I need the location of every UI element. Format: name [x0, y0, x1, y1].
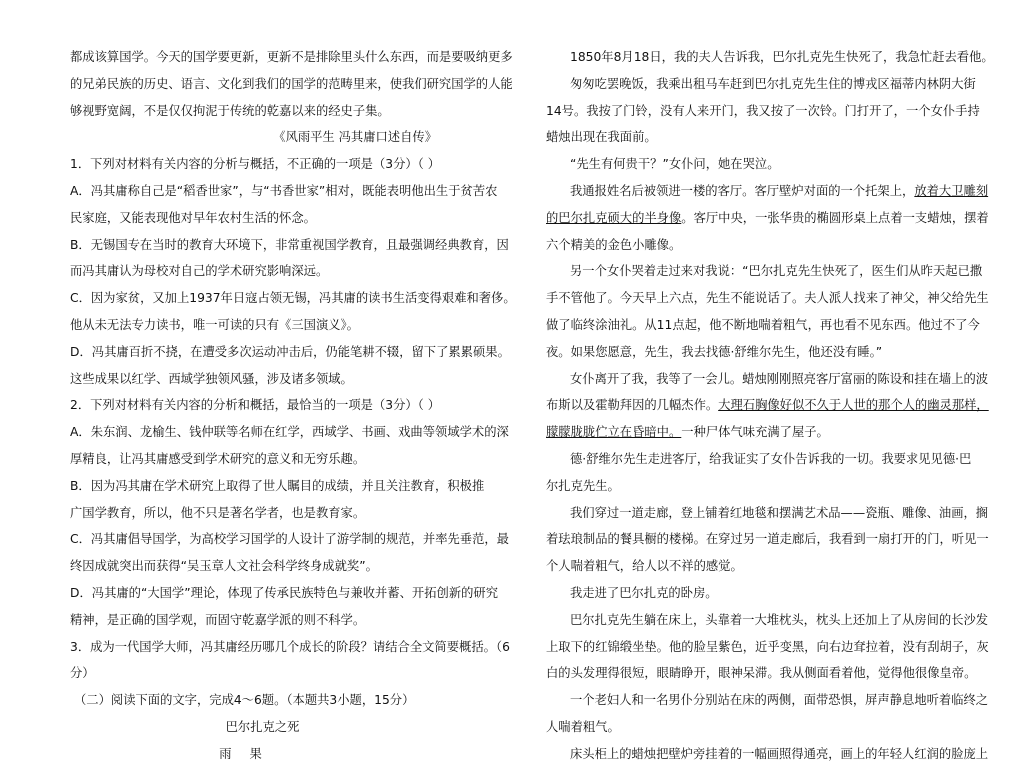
q1-option-b-cont: 而冯其庸认为母校对自己的学术研究影响深远。 — [70, 264, 329, 279]
underlined-text: 的巴尔扎克硕大的半身像 — [546, 210, 682, 225]
paragraph-line: 一个老妇人和一名男仆分别站在床的两侧，面带恐惧，屏声静息地听着临终之 — [570, 693, 989, 708]
section-heading: （二）阅读下面的文字，完成4～6题。（本题共3小题，15分） — [74, 693, 415, 708]
text-run: 布斯以及霍勒拜因的几幅杰作。 — [546, 398, 719, 413]
underlined-text: 朦朦胧胧伫立在昏暗中。 — [546, 425, 682, 440]
text-line: 的兄弟民族的历史、语言、文化到我们的国学的范畴里来，使我们研究国学的人能 — [70, 76, 513, 91]
paragraph-line — [546, 205, 989, 232]
paragraph-line — [546, 392, 989, 419]
q1-option-c: C．因为家贫，又加上1937年日寇占领无锡，冯其庸的读书生活变得艰难和奢侈。 — [70, 291, 516, 306]
paragraph-line: 人喘着粗气。 — [546, 719, 620, 734]
story-author — [70, 741, 445, 768]
q2-option-d: D．冯其庸的“大国学”理论，体现了传承民族特色与兼收并蓄、开拓创新的研究 — [70, 585, 499, 600]
paragraph-line: 着珐琅制品的餐具橱的楼梯。在穿过另一道走廊后，我看到一扇打开的门，听见一 — [546, 532, 989, 547]
paragraph-line: 做了临终涂油礼。从11点起，他不断地喘着粗气，再也看不见东西。他过不了今 — [546, 317, 980, 332]
q2-option-b-cont: 广国学教育，所以，他不只是著名学者，也是教育家。 — [70, 505, 366, 520]
q2-option-d-cont: 精神，是正确的国学观，而固守乾嘉学派的则不科学。 — [70, 612, 366, 627]
q1-option-d-cont: 这些成果以红学、西域学独领风骚，涉及诸多领域。 — [70, 371, 353, 386]
paragraph-line: 另一个女仆哭着走过来对我说：“巴尔扎克先生快死了，医生们从昨天起已撒 — [570, 264, 983, 279]
paragraph-line: 蜡烛出现在我面前。 — [546, 130, 657, 145]
underlined-text: 大理石胸像好似不久于人世的那个人的幽灵那样， — [718, 398, 989, 413]
text-run: 。客厅中央，一张华贵的椭圆形桌上点着一支蜡烛，摆着 — [681, 210, 989, 225]
paragraph-line — [546, 178, 989, 205]
paragraph-line: “先生有何贵干？”女仆问，她在哭泣。 — [570, 157, 780, 172]
q2-option-b: B．因为冯其庸在学术研究上取得了世人瞩目的成绩，并且关注教育，积极推 — [70, 478, 485, 493]
paragraph-line: 巴尔扎克先生躺在床上，头靠着一大堆枕头，枕头上还加上了从房间的长沙发 — [570, 612, 989, 627]
q1-option-a: A．冯其庸称自己是“稻香世家”，与“书香世家”相对，既能表明他出生于贫苦农 — [70, 183, 498, 198]
author-char: 雨 — [219, 746, 232, 761]
paragraph-line: 床头柜上的蜡烛把壁炉旁挂着的一幅画照得通亮，画上的年轻人红润的脸庞上 — [570, 746, 989, 761]
question-2-stem: 2．下列对材料有关内容的分析和概括，最恰当的一项是（3分）（ ） — [70, 398, 441, 413]
paragraph-line: 14号。我按了门铃，没有人来开门，我又按了一次铃。门打开了，一个女仆手持 — [546, 103, 980, 118]
author-char: 果 — [249, 746, 262, 761]
text-line: 够视野宽阔，不是仅仅拘泥于传统的乾嘉以来的经史子集。 — [70, 103, 390, 118]
source-citation: 《风雨平生 冯其庸口述自传》 — [273, 130, 437, 145]
question-3-cont: 分） — [70, 666, 95, 681]
paragraph-line: 六个精美的金色小雕像。 — [546, 237, 682, 252]
paragraph-line — [546, 419, 901, 446]
paragraph-line: 尔扎克先生。 — [546, 478, 620, 493]
q2-option-a: A．朱东润、龙榆生、钱仲联等名师在红学，西域学、书画、戏曲等领域学术的深 — [70, 425, 509, 440]
paragraph-line: 夜。如果您愿意，先生，我去找德·舒维尔先生，他还没有睡。” — [546, 344, 883, 359]
paragraph-line: 个人喘着粗气，给人以不祥的感觉。 — [546, 559, 743, 574]
paragraph-line: 女仆离开了我，我等了一会儿。蜡烛刚刚照亮客厅富丽的陈设和挂在墙上的波 — [570, 371, 989, 386]
question-1-stem: 1．下列对材料有关内容的分析与概括，不正确的一项是（3分）（ ） — [70, 157, 441, 172]
text-run: 一种尸体气味充满了屋子。 — [681, 425, 829, 440]
q1-option-a-cont: 民家庭，又能表现他对早年农村生活的怀念。 — [70, 210, 316, 225]
underlined-text: 放着大卫雕刻 — [914, 183, 989, 198]
paragraph-line: 1850年8月18日，我的夫人告诉我，巴尔扎克先生快死了，我急忙赶去看他。 — [570, 50, 994, 64]
q2-option-a-cont: 厚精良，让冯其庸感受到学术研究的意义和无穷乐趣。 — [70, 451, 366, 466]
paragraph-line: 上取下的红锦缎坐垫。他的脸呈紫色，近乎变黑，向右边耷拉着，没有刮胡子，灰 — [546, 639, 989, 654]
paragraph-line: 德·舒维尔先生走进客厅，给我证实了女仆告诉我的一切。我要求见见德·巴 — [570, 451, 972, 466]
q1-option-b: B．无锡国专在当时的教育大环境下，非常重视国学教育，且最强调经典教育，因 — [70, 237, 509, 252]
paragraph-line: 匆匆吃罢晚饭，我乘出租马车赶到巴尔扎克先生住的博戎区福蒂内林阴大街 — [570, 76, 976, 91]
q1-option-c-cont: 他从未无法专力读书，唯一可读的只有《三国演义》。 — [70, 317, 359, 332]
right-column — [546, 44, 994, 768]
q2-option-c-cont: 终因成就突出而获得“吴玉章人文社会科学终身成就奖”。 — [70, 559, 378, 574]
paragraph-line: 白的头发理得很短，眼睛睁开，眼神呆滞。我从侧面看着他，觉得他很像皇帝。 — [546, 666, 977, 681]
paragraph-line: 手不管他了。今天早上六点，先生不能说话了。夫人派人找来了神父，神父给先生 — [546, 291, 989, 306]
text-line: 都成该算国学。今天的国学要更新，更新不是排除里头什么东西，而是要吸纳更多 — [70, 50, 513, 64]
question-3: 3．成为一代国学大师，冯其庸经历哪几个成长的阶段？请结合全文简要概括。（6 — [70, 639, 510, 654]
text-run: 我通报姓名后被领进一楼的客厅。客厅壁炉对面的一个托架上， — [570, 183, 915, 198]
story-title: 巴尔扎克之死 — [225, 719, 300, 734]
left-column — [70, 44, 516, 768]
q2-option-c: C．冯其庸倡导国学，为高校学习国学的人设计了游学制的规范，并率先垂范，最 — [70, 532, 509, 547]
paragraph-line: 我们穿过一道走廊，登上铺着红地毯和摆满艺术品——瓷瓶、雕像、油画，搁 — [570, 505, 989, 520]
q1-option-d: D．冯其庸百折不挠，在遭受多次运动冲击后，仍能笔耕不辍，留下了累累硕果。 — [70, 344, 510, 359]
paragraph-line: 我走进了巴尔扎克的卧房。 — [570, 585, 718, 600]
